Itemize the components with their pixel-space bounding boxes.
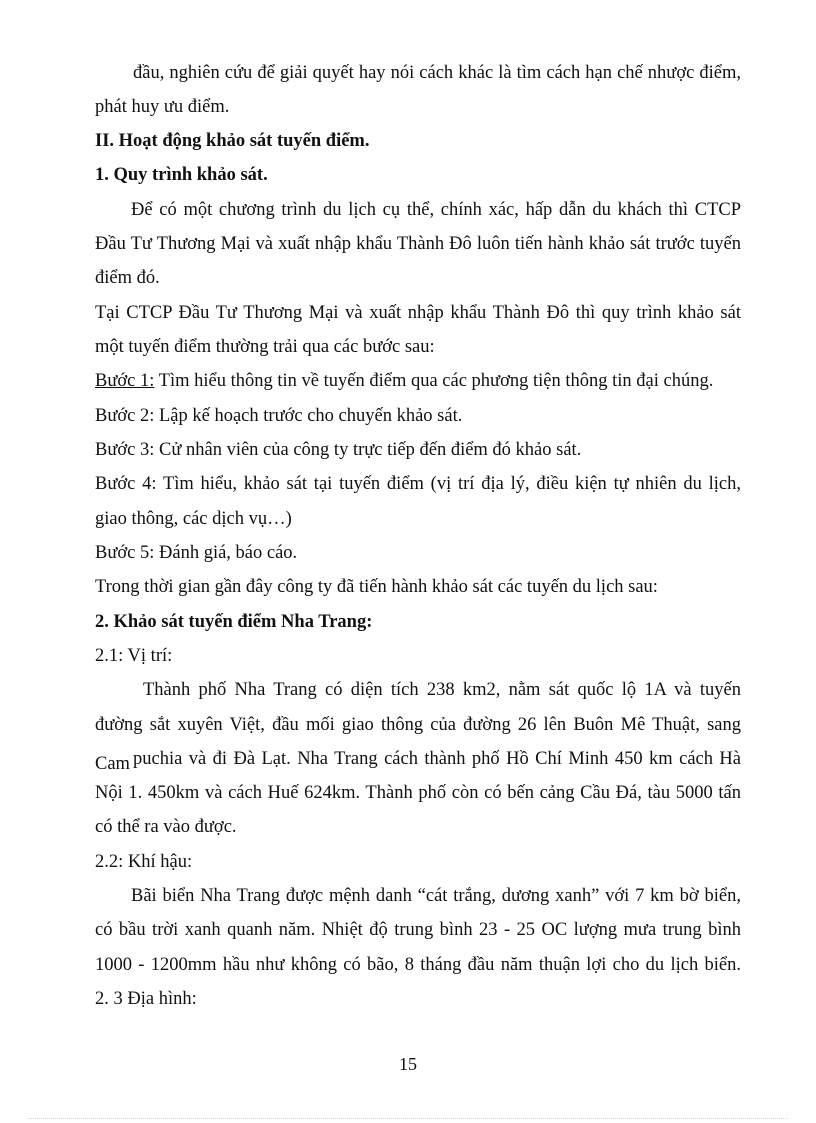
paragraph-line: 1000 - 1200mm hầu như không có bão, 8 tháng đầu năm thuận lợi cho du lịch biển. bbox=[95, 955, 741, 975]
step-4-line: Bước 4: Tìm hiểu, khảo sát tại tuyến điểm (vị trí địa lý, điều kiện tự nhiên du lịch, bbox=[95, 474, 741, 494]
paragraph-line: Bãi biển Nha Trang được mệnh danh “cát trắng, dương xanh” với 7 km bờ biển, bbox=[131, 886, 741, 906]
paragraph-line: có bầu trời xanh quanh năm. Nhiệt độ trung bình 23 - 25 OC lượng mưa trung bình bbox=[95, 920, 741, 940]
step-1-text: Tìm hiểu thông tin về tuyến điểm qua các phương tiện thông tin đại chúng. bbox=[154, 371, 714, 391]
subsection-heading: 2. Khảo sát tuyến điểm Nha Trang: bbox=[95, 612, 373, 632]
paragraph-line: Thành phố Nha Trang có diện tích 238 km2, nằm sát quốc lộ 1A và tuyến bbox=[143, 680, 741, 700]
paragraph-line: một tuyến điểm thường trải qua các bước sau: bbox=[95, 337, 435, 357]
step-5-line: Bước 5: Đánh giá, báo cáo. bbox=[95, 543, 298, 563]
paragraph-line: đầu, nghiên cứu để giải quyết hay nói cách khác là tìm cách hạn chế nhược điểm, bbox=[133, 63, 741, 83]
step-1-line bbox=[95, 369, 741, 393]
step-2-line: Bước 2: Lập kế hoạch trước cho chuyến khảo sát. bbox=[95, 406, 463, 426]
paragraph-line: puchia và đi Đà Lạt. Nha Trang cách thành phố Hồ Chí Minh 450 km cách Hà bbox=[133, 749, 741, 769]
paragraph-line: Nội 1. 450km và cách Huế 624km. Thành phố còn có bến cảng Cầu Đá, tàu 5000 tấn bbox=[95, 783, 741, 803]
sub-heading: 2.2: Khí hậu: bbox=[95, 852, 193, 872]
paragraph-line: Để có một chương trình du lịch cụ thể, chính xác, hấp dẫn du khách thì CTCP bbox=[131, 200, 741, 220]
sub-heading: 2.1: Vị trí: bbox=[95, 646, 173, 666]
sub-heading: 2. 3 Địa hình: bbox=[95, 989, 197, 1009]
page-number: 15 bbox=[399, 1054, 417, 1074]
step-3-line: Bước 3: Cử nhân viên của công ty trực tiếp đến điểm đó khảo sát. bbox=[95, 440, 582, 460]
step-4-continuation: giao thông, các dịch vụ…) bbox=[95, 509, 292, 529]
step-1-label: Bước 1: bbox=[95, 371, 155, 391]
paragraph-line: điểm đó. bbox=[95, 268, 160, 288]
subsection-heading: 1. Quy trình khảo sát. bbox=[95, 165, 268, 185]
section-heading: II. Hoạt động khảo sát tuyến điểm. bbox=[95, 131, 370, 151]
paragraph-line: phát huy ưu điểm. bbox=[95, 97, 230, 117]
paragraph-line: đường sắt xuyên Việt, đầu mối giao thông của đường 26 lên Buôn Mê Thuật, sang bbox=[95, 715, 741, 735]
paragraph-line: Trong thời gian gần đây công ty đã tiến hành khảo sát các tuyến du lịch sau: bbox=[95, 577, 658, 597]
paragraph-line-fragment: Cam bbox=[95, 754, 130, 774]
paragraph-line: có thể ra vào được. bbox=[95, 817, 237, 837]
paragraph-line: Tại CTCP Đầu Tư Thương Mại và xuất nhập khẩu Thành Đô thì quy trình khảo sát bbox=[95, 303, 741, 323]
paragraph-line: Đầu Tư Thương Mại và xuất nhập khẩu Thành Đô luôn tiến hành khảo sát trước tuyến bbox=[95, 234, 741, 254]
page-divider bbox=[28, 1118, 788, 1119]
